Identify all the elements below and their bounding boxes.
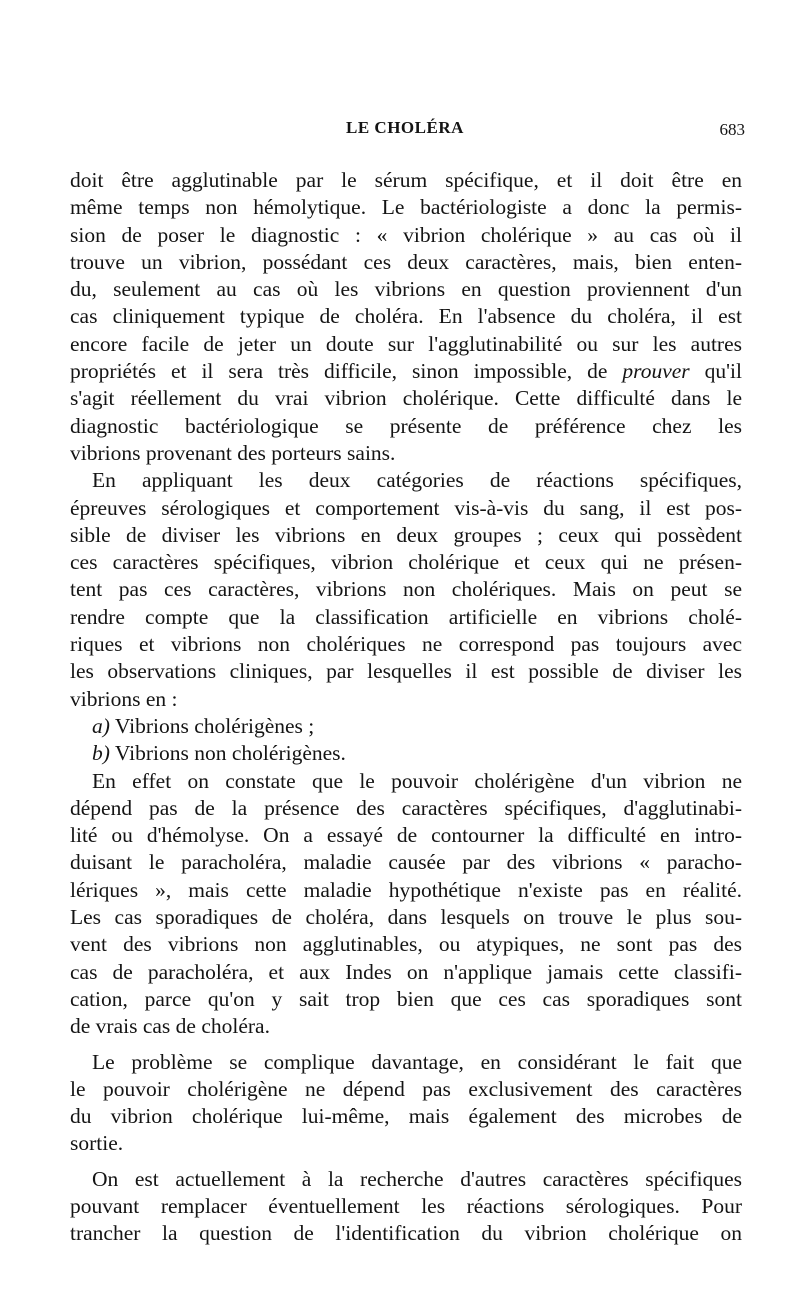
- text-line: sortie.: [70, 1131, 124, 1156]
- text-line: lité ou d'hémolyse. On a essayé de contourner la difficulté en intro-: [70, 823, 742, 848]
- text-line: Le problème se complique davantage, en considérant le fait que: [92, 1049, 742, 1074]
- list-marker: b): [92, 741, 110, 766]
- text-line: vent des vibrions non agglutinables, ou atypiques, ne sont pas des: [70, 932, 742, 957]
- paragraph-1: [70, 167, 742, 467]
- list-item: [70, 740, 742, 767]
- text-line: En effet on constate que le pouvoir cholérigène d'un vibrion ne: [92, 768, 742, 793]
- text-line: cas de paracholéra, et aux Indes on n'applique jamais cette classifi-: [70, 959, 742, 984]
- text-line: [70, 358, 742, 385]
- text-line: tent pas ces caractères, vibrions non cholériques. Mais on peut se: [70, 577, 742, 602]
- text-line: même temps non hémolytique. Le bactériologiste a donc la permis-: [70, 195, 742, 220]
- text-segment: propriétés et il sera très difficile, sinon impossible, de: [70, 359, 608, 384]
- text-line: le pouvoir cholérigène ne dépend pas exclusivement des caractères: [70, 1076, 742, 1101]
- page-header: [68, 118, 745, 148]
- text-line: ces caractères spécifiques, vibrion cholérique et ceux qui ne présen-: [70, 550, 742, 575]
- list-item-text: Vibrions cholérigènes ;: [114, 713, 315, 738]
- text-line: vibrions en :: [70, 686, 178, 711]
- text-line: cation, parce qu'on y sait trop bien que ces cas sporadiques sont: [70, 986, 742, 1011]
- text-line: de vrais cas de choléra.: [70, 1014, 270, 1039]
- text-line: doit être agglutinable par le sérum spécifique, et il doit être en: [70, 168, 742, 192]
- text-line: du vibrion cholérique lui-même, mais également des microbes de: [70, 1104, 742, 1129]
- paragraph-2: [70, 467, 742, 713]
- body-text: [70, 167, 742, 1248]
- text-line: riques et vibrions non cholériques ne correspond pas toujours avec: [70, 632, 742, 657]
- paragraph-4: [70, 1049, 742, 1158]
- text-line: sion de poser le diagnostic : « vibrion cholérique » au cas où il: [70, 222, 742, 247]
- text-line: trancher la question de l'identification du vibrion cholérique on: [70, 1221, 742, 1246]
- text-segment: qu'il: [704, 359, 742, 384]
- paragraph-5: [70, 1166, 742, 1248]
- list-item: [70, 713, 742, 740]
- running-title: LE CHOLÉRA: [346, 118, 464, 137]
- paragraph-3: [70, 768, 742, 1041]
- category-list: [70, 713, 742, 768]
- list-marker: a): [92, 713, 110, 738]
- text-line: diagnostic bactériologique se présente de préférence chez les: [70, 413, 742, 438]
- page-number: 683: [719, 120, 745, 139]
- text-line: épreuves sérologiques et comportement vis-à-vis du sang, il est pos-: [70, 495, 742, 520]
- text-line: duisant le paracholéra, maladie causée par des vibrions « paracho-: [70, 850, 742, 875]
- text-line: pouvant remplacer éventuellement les réactions sérologiques. Pour: [70, 1193, 742, 1218]
- text-line: du, seulement au cas où les vibrions en question proviennent d'un: [70, 277, 742, 302]
- text-line: les observations cliniques, par lesquelles il est possible de diviser les: [70, 659, 742, 684]
- text-line: Les cas sporadiques de choléra, dans lesquels on trouve le plus sou-: [70, 905, 742, 930]
- text-line: On est actuellement à la recherche d'autres caractères spécifiques: [92, 1166, 742, 1191]
- text-line: En appliquant les deux catégories de réactions spécifiques,: [92, 468, 742, 493]
- text-line: s'agit réellement du vrai vibrion cholérique. Cette difficulté dans le: [70, 386, 742, 411]
- text-line: encore facile de jeter un doute sur l'agglutinabilité ou sur les autres: [70, 331, 742, 356]
- text-line: vibrions provenant des porteurs sains.: [70, 440, 396, 465]
- text-line: lériques », mais cette maladie hypothétique n'existe pas en réalité.: [70, 877, 742, 902]
- text-line: dépend pas de la présence des caractères spécifiques, d'agglutinabi-: [70, 795, 742, 820]
- text-line: cas cliniquement typique de choléra. En l'absence du choléra, il est: [70, 304, 742, 329]
- text-line: sible de diviser les vibrions en deux groupes ; ceux qui possèdent: [70, 522, 742, 547]
- text-line: trouve un vibrion, possédant ces deux caractères, mais, bien enten-: [70, 249, 742, 274]
- emphasis-word: prouver: [622, 359, 690, 384]
- text-line: rendre compte que la classification artificielle en vibrions cholé-: [70, 604, 742, 629]
- list-item-text: Vibrions non cholérigènes.: [114, 741, 346, 766]
